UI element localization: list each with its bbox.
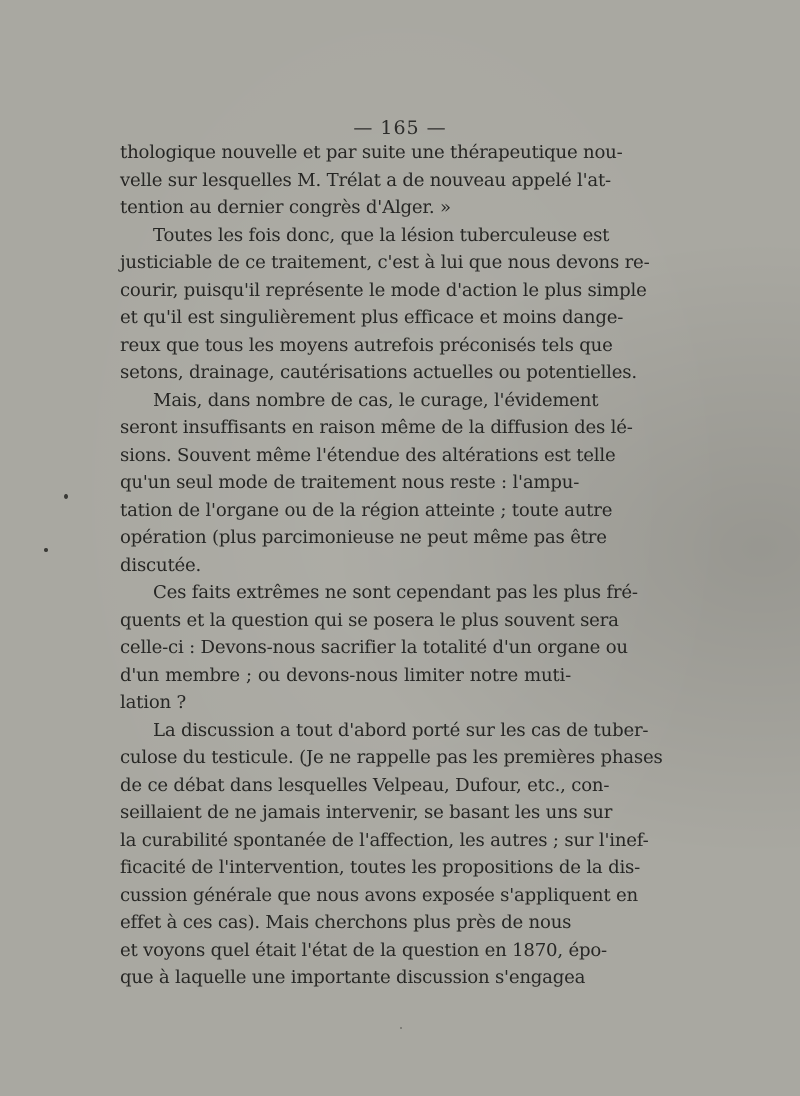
text-line: seront insuffisants en raison même de la diffusion des lé- — [120, 417, 633, 438]
paper-speck — [400, 1027, 402, 1029]
text-line: de ce débat dans lesquelles Velpeau, Dufour, etc., con- — [120, 774, 610, 796]
text-line: discutée. — [120, 554, 202, 576]
text-line: La discussion a tout d'abord porté sur les cas de tuber- — [153, 719, 649, 741]
text-line: sions. Souvent même l'étendue des altérations est telle — [120, 444, 616, 466]
text-line: Ces faits extrêmes ne sont cependant pas les plus fré- — [153, 582, 638, 603]
text-line: que à laquelle une importante discussion s'engagea — [120, 967, 586, 988]
paper-speck — [64, 494, 68, 499]
text-line: velle sur lesquelles M. Trélat a de nouveau appelé l'at- — [120, 169, 611, 191]
text-line: Toutes les fois donc, que la lésion tuberculeuse est — [153, 224, 610, 246]
text-line: celle-ci : Devons-nous sacrifier la totalité d'un organe ou — [120, 637, 628, 658]
text-line: tention au dernier congrès d'Alger. » — [120, 197, 451, 218]
text-line: courir, puisqu'il représente le mode d'action le plus simple — [120, 279, 647, 301]
text-line: d'un membre ; ou devons-nous limiter notre muti- — [120, 664, 571, 686]
paper-speck — [44, 548, 48, 552]
text-line: opération (plus parcimonieuse ne peut même pas être — [120, 527, 607, 548]
text-line: ficacité de l'intervention, toutes les propositions de la dis- — [120, 857, 641, 878]
text-line: et qu'il est singulièrement plus efficace et moins dange- — [120, 307, 624, 328]
text-line: quents et la question qui se posera le plus souvent sera — [120, 609, 619, 631]
text-line: Mais, dans nombre de cas, le curage, l'évidement — [153, 389, 599, 411]
text-line: effet à ces cas). Mais cherchons plus près de nous — [120, 912, 572, 933]
text-line: tation de l'organe ou de la région atteinte ; toute autre — [120, 499, 613, 521]
page-number: — 165 — — [353, 117, 447, 139]
text-line: qu'un seul mode de traitement nous reste : l'ampu- — [120, 472, 580, 493]
body-text — [120, 139, 663, 992]
text-line: thologique nouvelle et par suite une thérapeutique nou- — [120, 142, 623, 163]
text-line: la curabilité spontanée de l'affection, les autres ; sur l'inef- — [120, 829, 649, 851]
text-line: et voyons quel était l'état de la question en 1870, épo- — [120, 939, 607, 961]
text-line: culose du testicule. (Je ne rappelle pas les premières phases — [120, 747, 663, 768]
text-line: cussion générale que nous avons exposée s'appliquent en — [120, 884, 638, 906]
text-line: setons, drainage, cautérisations actuelles ou potentielles. — [120, 362, 637, 383]
text-line: lation ? — [120, 692, 187, 713]
text-line: reux que tous les moyens autrefois préconisés tels que — [120, 334, 613, 356]
text-line: seillaient de ne jamais intervenir, se basant les uns sur — [120, 802, 613, 823]
text-line: justiciable de ce traitement, c'est à lui que nous devons re- — [120, 252, 650, 273]
